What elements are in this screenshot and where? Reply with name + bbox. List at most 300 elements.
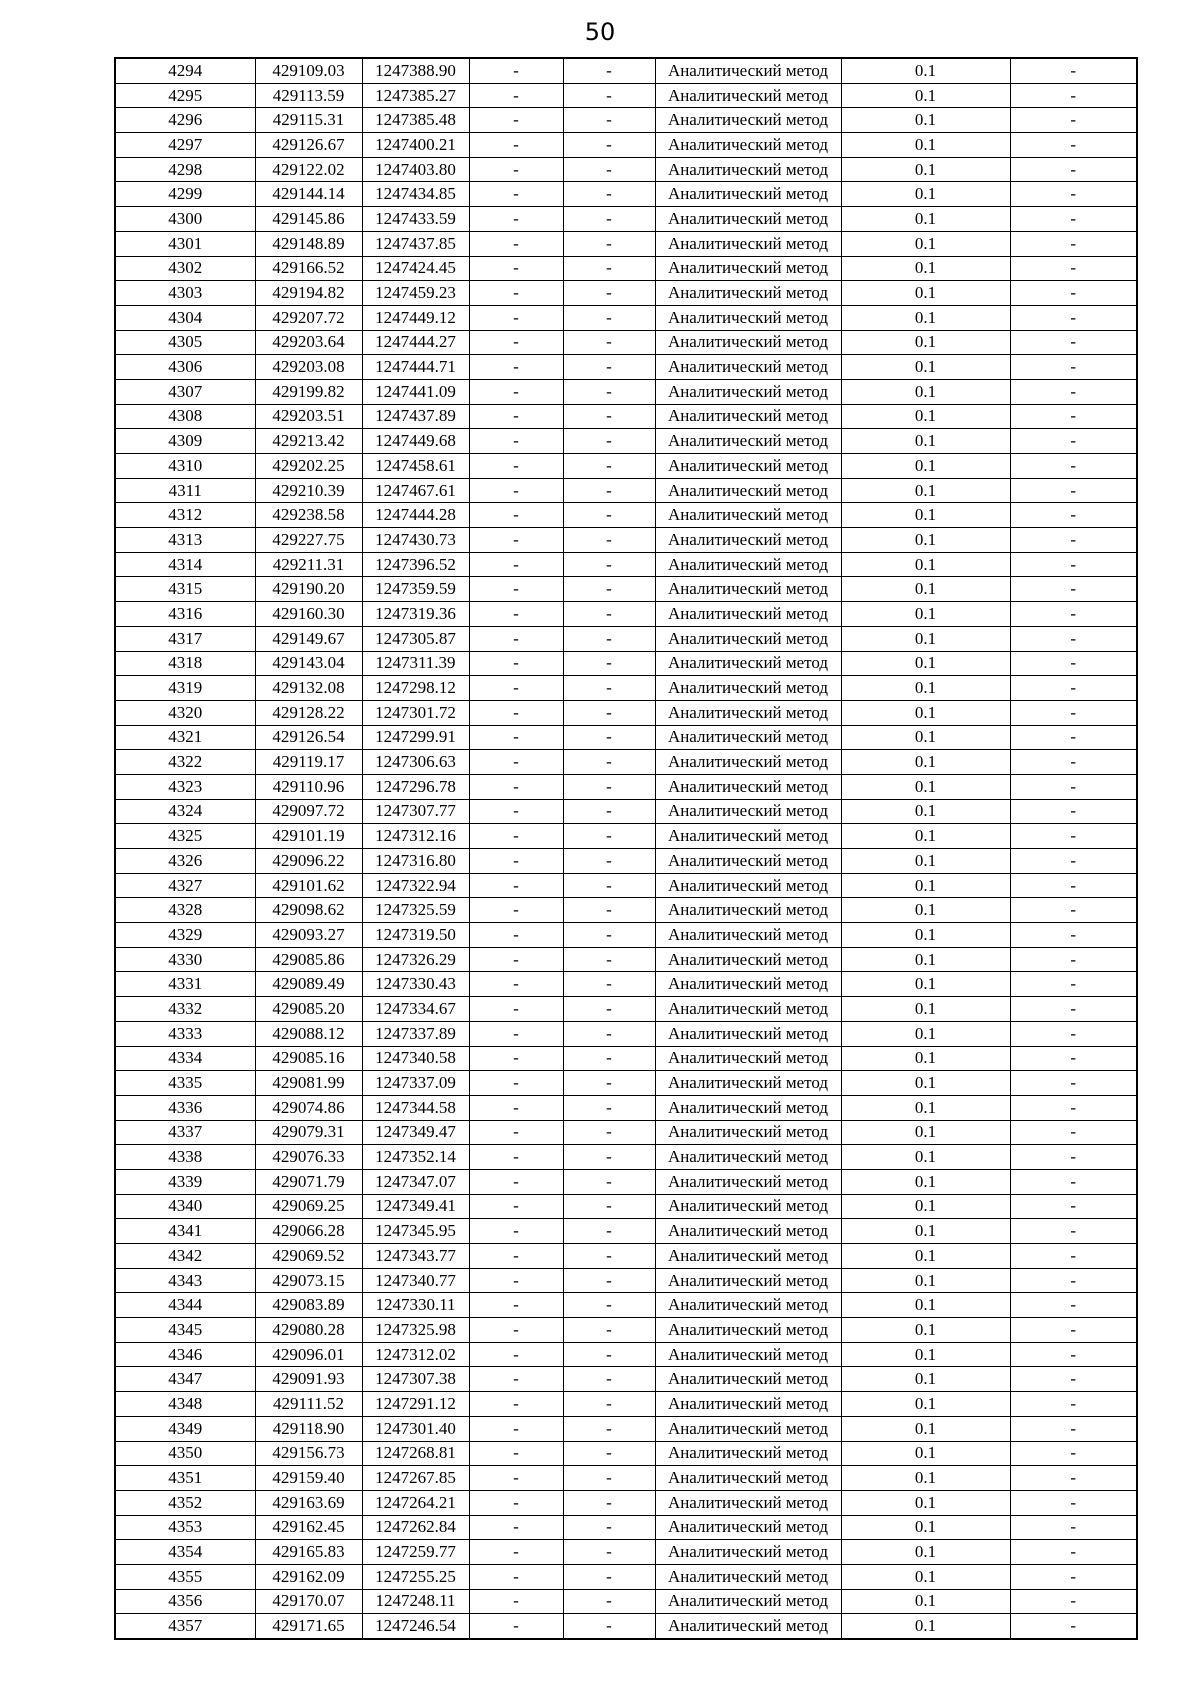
- accuracy-cell: 0.1: [841, 873, 1010, 898]
- col8-cell: -: [1010, 676, 1137, 701]
- x-coordinate-cell: 429159.40: [255, 1466, 362, 1491]
- method-cell: Аналитический метод: [655, 1490, 841, 1515]
- method-cell: Аналитический метод: [655, 1367, 841, 1392]
- point-number-cell: 4353: [115, 1515, 255, 1540]
- col5-cell: -: [563, 1244, 655, 1269]
- point-number-cell: 4324: [115, 799, 255, 824]
- col8-cell: -: [1010, 799, 1137, 824]
- col5-cell: -: [563, 1219, 655, 1244]
- method-cell: Аналитический метод: [655, 1392, 841, 1417]
- col5-cell: -: [563, 429, 655, 454]
- table-row: [115, 997, 1137, 1022]
- col8-cell: -: [1010, 182, 1137, 207]
- col5-cell: -: [563, 1490, 655, 1515]
- accuracy-cell: 0.1: [841, 824, 1010, 849]
- col5-cell: -: [563, 799, 655, 824]
- accuracy-cell: 0.1: [841, 577, 1010, 602]
- col5-cell: -: [563, 108, 655, 133]
- col5-cell: -: [563, 379, 655, 404]
- col5-cell: -: [563, 1416, 655, 1441]
- x-coordinate-cell: 429203.08: [255, 355, 362, 380]
- table-row: [115, 1169, 1137, 1194]
- col8-cell: -: [1010, 1145, 1137, 1170]
- col4-cell: -: [469, 824, 563, 849]
- point-number-cell: 4352: [115, 1490, 255, 1515]
- col8-cell: -: [1010, 1589, 1137, 1614]
- col4-cell: -: [469, 1219, 563, 1244]
- y-coordinate-cell: 1247268.81: [362, 1441, 469, 1466]
- col8-cell: -: [1010, 404, 1137, 429]
- method-cell: Аналитический метод: [655, 1194, 841, 1219]
- col5-cell: -: [563, 725, 655, 750]
- point-number-cell: 4304: [115, 305, 255, 330]
- col5-cell: -: [563, 1120, 655, 1145]
- point-number-cell: 4342: [115, 1244, 255, 1269]
- col4-cell: -: [469, 1120, 563, 1145]
- y-coordinate-cell: 1247344.58: [362, 1095, 469, 1120]
- y-coordinate-cell: 1247385.27: [362, 83, 469, 108]
- col5-cell: -: [563, 58, 655, 83]
- accuracy-cell: 0.1: [841, 231, 1010, 256]
- table-row: [115, 1046, 1137, 1071]
- table-row: [115, 849, 1137, 874]
- x-coordinate-cell: 429096.22: [255, 849, 362, 874]
- x-coordinate-cell: 429081.99: [255, 1071, 362, 1096]
- y-coordinate-cell: 1247325.98: [362, 1318, 469, 1343]
- x-coordinate-cell: 429096.01: [255, 1342, 362, 1367]
- y-coordinate-cell: 1247301.40: [362, 1416, 469, 1441]
- col8-cell: -: [1010, 1614, 1137, 1639]
- col8-cell: -: [1010, 1293, 1137, 1318]
- accuracy-cell: 0.1: [841, 478, 1010, 503]
- col4-cell: -: [469, 182, 563, 207]
- y-coordinate-cell: 1247296.78: [362, 774, 469, 799]
- point-number-cell: 4301: [115, 231, 255, 256]
- table-row: [115, 1466, 1137, 1491]
- y-coordinate-cell: 1247334.67: [362, 997, 469, 1022]
- table-row: [115, 602, 1137, 627]
- point-number-cell: 4319: [115, 676, 255, 701]
- point-number-cell: 4329: [115, 923, 255, 948]
- col4-cell: -: [469, 1589, 563, 1614]
- point-number-cell: 4322: [115, 750, 255, 775]
- y-coordinate-cell: 1247307.38: [362, 1367, 469, 1392]
- method-cell: Аналитический метод: [655, 528, 841, 553]
- method-cell: Аналитический метод: [655, 108, 841, 133]
- accuracy-cell: 0.1: [841, 305, 1010, 330]
- point-number-cell: 4355: [115, 1564, 255, 1589]
- table-row: [115, 1540, 1137, 1565]
- col8-cell: -: [1010, 898, 1137, 923]
- x-coordinate-cell: 429199.82: [255, 379, 362, 404]
- accuracy-cell: 0.1: [841, 207, 1010, 232]
- x-coordinate-cell: 429126.54: [255, 725, 362, 750]
- col5-cell: -: [563, 1169, 655, 1194]
- col4-cell: -: [469, 774, 563, 799]
- point-number-cell: 4295: [115, 83, 255, 108]
- method-cell: Аналитический метод: [655, 454, 841, 479]
- col4-cell: -: [469, 750, 563, 775]
- x-coordinate-cell: 429132.08: [255, 676, 362, 701]
- col4-cell: -: [469, 1194, 563, 1219]
- col4-cell: -: [469, 108, 563, 133]
- method-cell: Аналитический метод: [655, 725, 841, 750]
- method-cell: Аналитический метод: [655, 231, 841, 256]
- col8-cell: -: [1010, 1466, 1137, 1491]
- col4-cell: -: [469, 799, 563, 824]
- accuracy-cell: 0.1: [841, 626, 1010, 651]
- col5-cell: -: [563, 256, 655, 281]
- y-coordinate-cell: 1247459.23: [362, 281, 469, 306]
- table-row: [115, 108, 1137, 133]
- x-coordinate-cell: 429170.07: [255, 1589, 362, 1614]
- accuracy-cell: 0.1: [841, 1169, 1010, 1194]
- col8-cell: -: [1010, 1095, 1137, 1120]
- col5-cell: -: [563, 824, 655, 849]
- method-cell: Аналитический метод: [655, 577, 841, 602]
- col5-cell: -: [563, 1071, 655, 1096]
- col5-cell: -: [563, 207, 655, 232]
- col4-cell: -: [469, 83, 563, 108]
- x-coordinate-cell: 429156.73: [255, 1441, 362, 1466]
- y-coordinate-cell: 1247255.25: [362, 1564, 469, 1589]
- x-coordinate-cell: 429101.62: [255, 873, 362, 898]
- col5-cell: -: [563, 1564, 655, 1589]
- col4-cell: -: [469, 700, 563, 725]
- accuracy-cell: 0.1: [841, 1614, 1010, 1639]
- method-cell: Аналитический метод: [655, 207, 841, 232]
- col4-cell: -: [469, 651, 563, 676]
- table-row: [115, 429, 1137, 454]
- accuracy-cell: 0.1: [841, 947, 1010, 972]
- y-coordinate-cell: 1247444.28: [362, 503, 469, 528]
- x-coordinate-cell: 429088.12: [255, 1021, 362, 1046]
- x-coordinate-cell: 429074.86: [255, 1095, 362, 1120]
- col8-cell: -: [1010, 552, 1137, 577]
- x-coordinate-cell: 429118.90: [255, 1416, 362, 1441]
- accuracy-cell: 0.1: [841, 700, 1010, 725]
- table-row: [115, 1490, 1137, 1515]
- x-coordinate-cell: 429190.20: [255, 577, 362, 602]
- table-row: [115, 1318, 1137, 1343]
- col4-cell: -: [469, 577, 563, 602]
- x-coordinate-cell: 429113.59: [255, 83, 362, 108]
- table-row: [115, 281, 1137, 306]
- y-coordinate-cell: 1247437.85: [362, 231, 469, 256]
- table-row: [115, 83, 1137, 108]
- method-cell: Аналитический метод: [655, 1614, 841, 1639]
- y-coordinate-cell: 1247325.59: [362, 898, 469, 923]
- col4-cell: -: [469, 1441, 563, 1466]
- table-row: [115, 972, 1137, 997]
- col5-cell: -: [563, 577, 655, 602]
- method-cell: Аналитический метод: [655, 330, 841, 355]
- method-cell: Аналитический метод: [655, 923, 841, 948]
- accuracy-cell: 0.1: [841, 1293, 1010, 1318]
- y-coordinate-cell: 1247322.94: [362, 873, 469, 898]
- point-number-cell: 4332: [115, 997, 255, 1022]
- accuracy-cell: 0.1: [841, 1071, 1010, 1096]
- col4-cell: -: [469, 1466, 563, 1491]
- col4-cell: -: [469, 1021, 563, 1046]
- y-coordinate-cell: 1247437.89: [362, 404, 469, 429]
- table-row: [115, 1120, 1137, 1145]
- y-coordinate-cell: 1247337.09: [362, 1071, 469, 1096]
- point-number-cell: 4339: [115, 1169, 255, 1194]
- table-row: [115, 1367, 1137, 1392]
- table-row: [115, 1564, 1137, 1589]
- table-row: [115, 774, 1137, 799]
- col8-cell: -: [1010, 997, 1137, 1022]
- col4-cell: -: [469, 1244, 563, 1269]
- accuracy-cell: 0.1: [841, 1441, 1010, 1466]
- accuracy-cell: 0.1: [841, 108, 1010, 133]
- y-coordinate-cell: 1247444.27: [362, 330, 469, 355]
- method-cell: Аналитический метод: [655, 1515, 841, 1540]
- col5-cell: -: [563, 1367, 655, 1392]
- table-row: [115, 1515, 1137, 1540]
- point-number-cell: 4351: [115, 1466, 255, 1491]
- x-coordinate-cell: 429079.31: [255, 1120, 362, 1145]
- col8-cell: -: [1010, 157, 1137, 182]
- col8-cell: -: [1010, 1392, 1137, 1417]
- method-cell: Аналитический метод: [655, 972, 841, 997]
- method-cell: Аналитический метод: [655, 305, 841, 330]
- method-cell: Аналитический метод: [655, 1416, 841, 1441]
- point-number-cell: 4310: [115, 454, 255, 479]
- method-cell: Аналитический метод: [655, 700, 841, 725]
- point-number-cell: 4354: [115, 1540, 255, 1565]
- y-coordinate-cell: 1247400.21: [362, 133, 469, 158]
- y-coordinate-cell: 1247246.54: [362, 1614, 469, 1639]
- point-number-cell: 4347: [115, 1367, 255, 1392]
- y-coordinate-cell: 1247305.87: [362, 626, 469, 651]
- point-number-cell: 4316: [115, 602, 255, 627]
- col8-cell: -: [1010, 1120, 1137, 1145]
- method-cell: Аналитический метод: [655, 429, 841, 454]
- table-row: [115, 503, 1137, 528]
- x-coordinate-cell: 429227.75: [255, 528, 362, 553]
- accuracy-cell: 0.1: [841, 1219, 1010, 1244]
- point-number-cell: 4341: [115, 1219, 255, 1244]
- accuracy-cell: 0.1: [841, 923, 1010, 948]
- col8-cell: -: [1010, 700, 1137, 725]
- method-cell: Аналитический метод: [655, 1342, 841, 1367]
- col5-cell: -: [563, 873, 655, 898]
- table-row: [115, 1244, 1137, 1269]
- x-coordinate-cell: 429111.52: [255, 1392, 362, 1417]
- col5-cell: -: [563, 1515, 655, 1540]
- accuracy-cell: 0.1: [841, 330, 1010, 355]
- col5-cell: -: [563, 83, 655, 108]
- col8-cell: -: [1010, 256, 1137, 281]
- col8-cell: -: [1010, 133, 1137, 158]
- accuracy-cell: 0.1: [841, 1416, 1010, 1441]
- table-row: [115, 528, 1137, 553]
- col5-cell: -: [563, 231, 655, 256]
- x-coordinate-cell: 429109.03: [255, 58, 362, 83]
- accuracy-cell: 0.1: [841, 676, 1010, 701]
- y-coordinate-cell: 1247326.29: [362, 947, 469, 972]
- col4-cell: -: [469, 379, 563, 404]
- col5-cell: -: [563, 750, 655, 775]
- method-cell: Аналитический метод: [655, 651, 841, 676]
- accuracy-cell: 0.1: [841, 182, 1010, 207]
- col8-cell: -: [1010, 849, 1137, 874]
- col8-cell: -: [1010, 83, 1137, 108]
- col5-cell: -: [563, 1095, 655, 1120]
- table-row: [115, 1441, 1137, 1466]
- col8-cell: -: [1010, 1564, 1137, 1589]
- point-number-cell: 4333: [115, 1021, 255, 1046]
- x-coordinate-cell: 429162.09: [255, 1564, 362, 1589]
- col5-cell: -: [563, 1540, 655, 1565]
- col8-cell: -: [1010, 947, 1137, 972]
- col8-cell: -: [1010, 824, 1137, 849]
- x-coordinate-cell: 429144.14: [255, 182, 362, 207]
- x-coordinate-cell: 429119.17: [255, 750, 362, 775]
- method-cell: Аналитический метод: [655, 898, 841, 923]
- method-cell: Аналитический метод: [655, 503, 841, 528]
- x-coordinate-cell: 429203.64: [255, 330, 362, 355]
- col4-cell: -: [469, 1293, 563, 1318]
- accuracy-cell: 0.1: [841, 552, 1010, 577]
- col5-cell: -: [563, 1293, 655, 1318]
- x-coordinate-cell: 429085.16: [255, 1046, 362, 1071]
- table-row: [115, 133, 1137, 158]
- col4-cell: -: [469, 281, 563, 306]
- point-number-cell: 4317: [115, 626, 255, 651]
- table-row: [115, 700, 1137, 725]
- col5-cell: -: [563, 898, 655, 923]
- col5-cell: -: [563, 849, 655, 874]
- method-cell: Аналитический метод: [655, 602, 841, 627]
- method-cell: Аналитический метод: [655, 256, 841, 281]
- y-coordinate-cell: 1247311.39: [362, 651, 469, 676]
- x-coordinate-cell: 429194.82: [255, 281, 362, 306]
- col8-cell: -: [1010, 355, 1137, 380]
- accuracy-cell: 0.1: [841, 355, 1010, 380]
- method-cell: Аналитический метод: [655, 1021, 841, 1046]
- y-coordinate-cell: 1247347.07: [362, 1169, 469, 1194]
- col8-cell: -: [1010, 305, 1137, 330]
- col8-cell: -: [1010, 774, 1137, 799]
- y-coordinate-cell: 1247441.09: [362, 379, 469, 404]
- point-number-cell: 4306: [115, 355, 255, 380]
- accuracy-cell: 0.1: [841, 1095, 1010, 1120]
- accuracy-cell: 0.1: [841, 725, 1010, 750]
- y-coordinate-cell: 1247434.85: [362, 182, 469, 207]
- x-coordinate-cell: 429207.72: [255, 305, 362, 330]
- y-coordinate-cell: 1247449.12: [362, 305, 469, 330]
- col8-cell: -: [1010, 207, 1137, 232]
- table-row: [115, 404, 1137, 429]
- page-number: 50: [584, 18, 616, 46]
- col4-cell: -: [469, 626, 563, 651]
- table-row: [115, 207, 1137, 232]
- point-number-cell: 4297: [115, 133, 255, 158]
- col5-cell: -: [563, 503, 655, 528]
- y-coordinate-cell: 1247430.73: [362, 528, 469, 553]
- method-cell: Аналитический метод: [655, 133, 841, 158]
- col4-cell: -: [469, 1145, 563, 1170]
- col8-cell: -: [1010, 58, 1137, 83]
- table-row: [115, 1392, 1137, 1417]
- table-row: [115, 355, 1137, 380]
- col8-cell: -: [1010, 1416, 1137, 1441]
- table-row: [115, 1145, 1137, 1170]
- col5-cell: -: [563, 1021, 655, 1046]
- x-coordinate-cell: 429203.51: [255, 404, 362, 429]
- y-coordinate-cell: 1247458.61: [362, 454, 469, 479]
- point-number-cell: 4308: [115, 404, 255, 429]
- y-coordinate-cell: 1247340.58: [362, 1046, 469, 1071]
- col4-cell: -: [469, 602, 563, 627]
- table-row: [115, 1095, 1137, 1120]
- table-row: [115, 750, 1137, 775]
- method-cell: Аналитический метод: [655, 1046, 841, 1071]
- col5-cell: -: [563, 1268, 655, 1293]
- col4-cell: -: [469, 873, 563, 898]
- col5-cell: -: [563, 972, 655, 997]
- accuracy-cell: 0.1: [841, 1466, 1010, 1491]
- col5-cell: -: [563, 676, 655, 701]
- col4-cell: -: [469, 1268, 563, 1293]
- col8-cell: -: [1010, 1244, 1137, 1269]
- point-number-cell: 4331: [115, 972, 255, 997]
- y-coordinate-cell: 1247449.68: [362, 429, 469, 454]
- col4-cell: -: [469, 207, 563, 232]
- col4-cell: -: [469, 1071, 563, 1096]
- x-coordinate-cell: 429163.69: [255, 1490, 362, 1515]
- method-cell: Аналитический метод: [655, 1244, 841, 1269]
- x-coordinate-cell: 429083.89: [255, 1293, 362, 1318]
- table-row: [115, 873, 1137, 898]
- col8-cell: -: [1010, 478, 1137, 503]
- y-coordinate-cell: 1247433.59: [362, 207, 469, 232]
- col4-cell: -: [469, 305, 563, 330]
- col5-cell: -: [563, 602, 655, 627]
- table-row: [115, 1342, 1137, 1367]
- point-number-cell: 4350: [115, 1441, 255, 1466]
- point-number-cell: 4323: [115, 774, 255, 799]
- y-coordinate-cell: 1247259.77: [362, 1540, 469, 1565]
- y-coordinate-cell: 1247349.47: [362, 1120, 469, 1145]
- y-coordinate-cell: 1247267.85: [362, 1466, 469, 1491]
- table-row: [115, 1614, 1137, 1639]
- y-coordinate-cell: 1247319.36: [362, 602, 469, 627]
- col8-cell: -: [1010, 750, 1137, 775]
- method-cell: Аналитический метод: [655, 58, 841, 83]
- y-coordinate-cell: 1247343.77: [362, 1244, 469, 1269]
- x-coordinate-cell: 429110.96: [255, 774, 362, 799]
- y-coordinate-cell: 1247385.48: [362, 108, 469, 133]
- accuracy-cell: 0.1: [841, 1021, 1010, 1046]
- method-cell: Аналитический метод: [655, 355, 841, 380]
- x-coordinate-cell: 429085.20: [255, 997, 362, 1022]
- table-row: [115, 379, 1137, 404]
- col5-cell: -: [563, 157, 655, 182]
- col4-cell: -: [469, 133, 563, 158]
- point-number-cell: 4313: [115, 528, 255, 553]
- method-cell: Аналитический метод: [655, 947, 841, 972]
- col8-cell: -: [1010, 651, 1137, 676]
- accuracy-cell: 0.1: [841, 602, 1010, 627]
- col5-cell: -: [563, 1392, 655, 1417]
- accuracy-cell: 0.1: [841, 528, 1010, 553]
- method-cell: Аналитический метод: [655, 478, 841, 503]
- x-coordinate-cell: 429162.45: [255, 1515, 362, 1540]
